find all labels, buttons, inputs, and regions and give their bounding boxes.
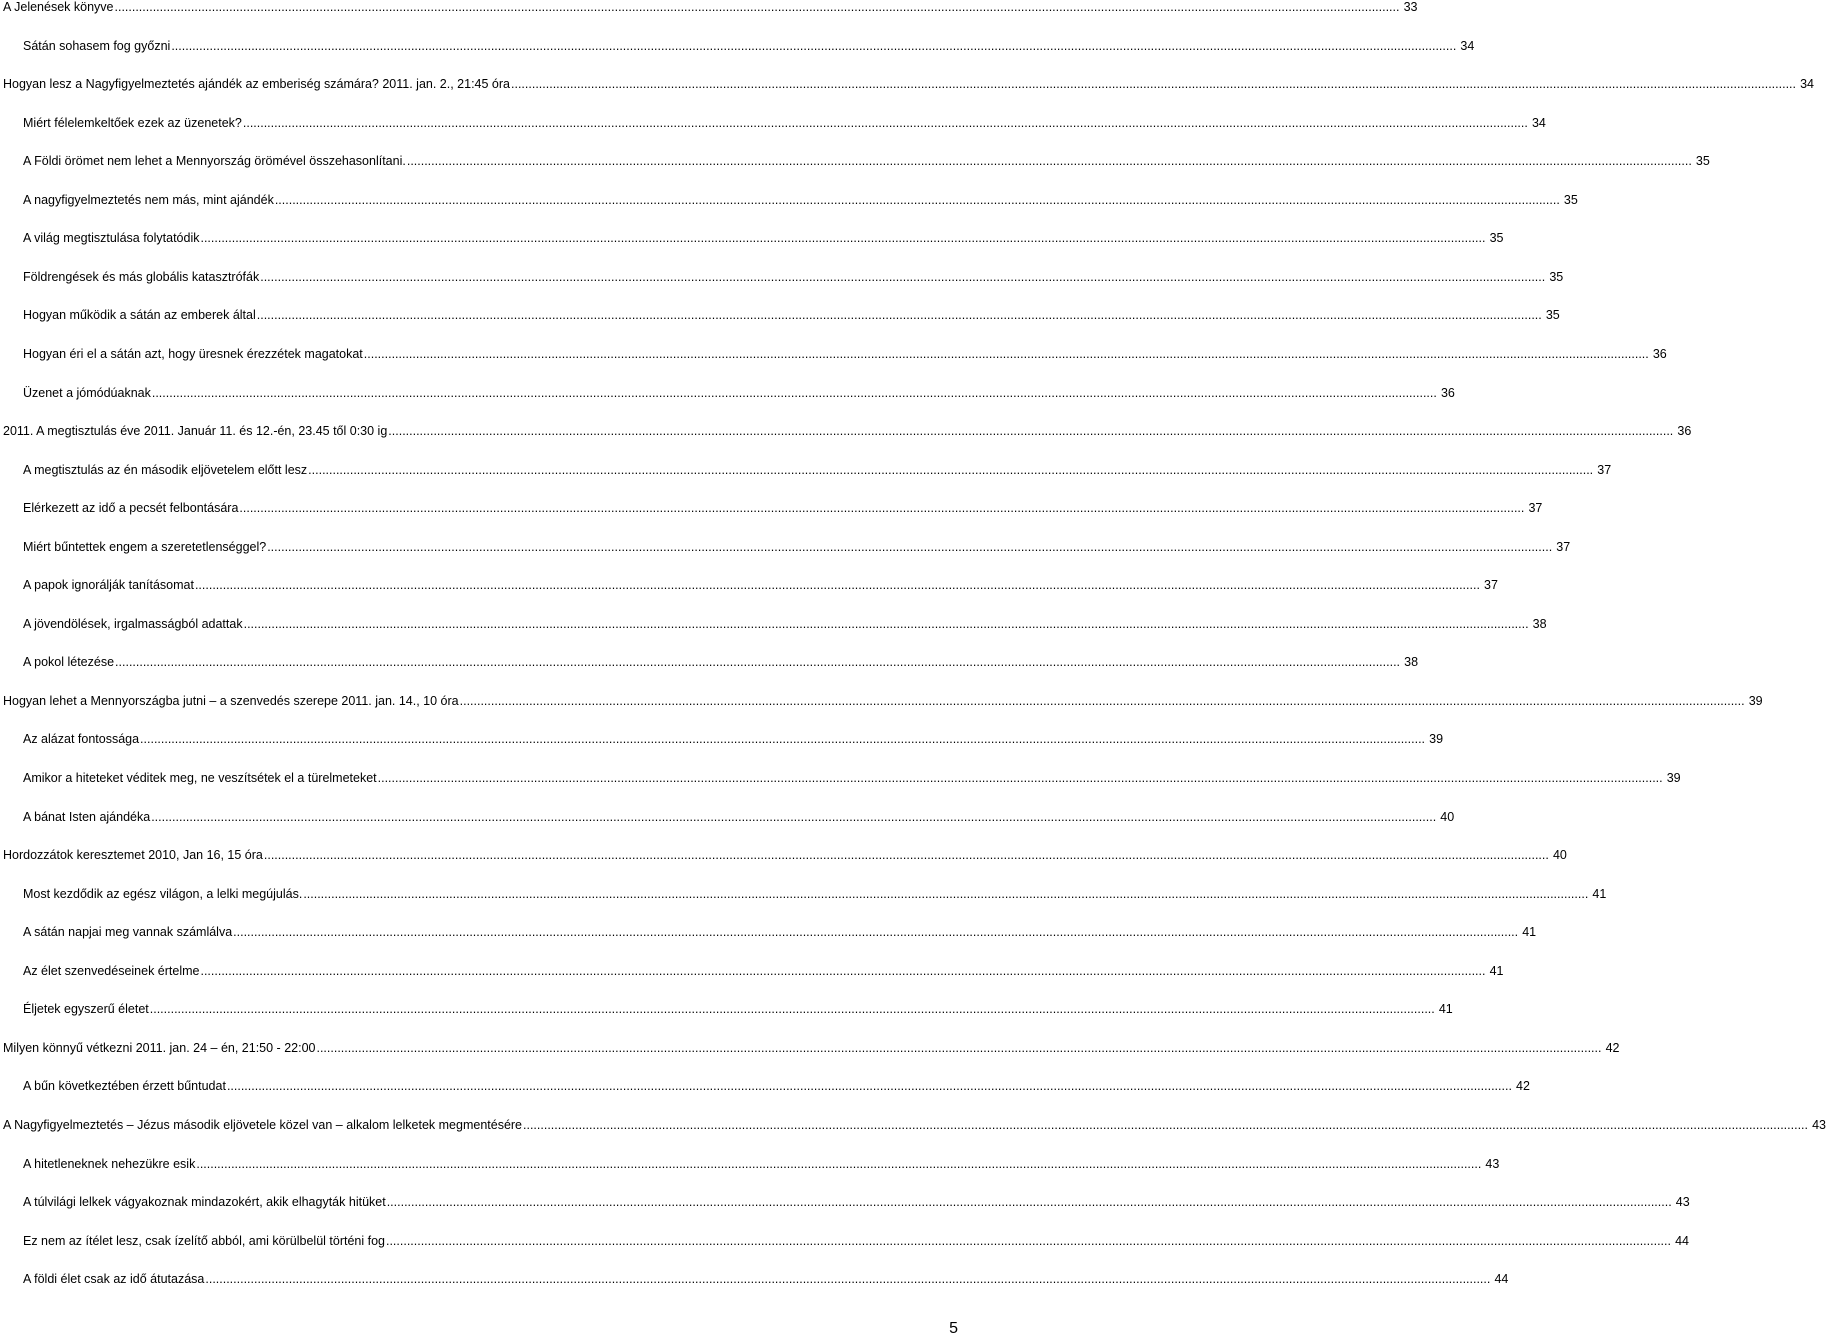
toc-entry-page: 43 [1485,1156,1500,1171]
toc-entry-page: 35 [1545,308,1560,323]
toc-entry-page: 41 [1592,886,1607,901]
dot-leader [200,228,1485,248]
toc-entry[interactable] [0,537,1571,557]
dot-leader [387,1192,1672,1212]
dot-leader [239,498,1524,518]
toc-entry-title: A jövendölések, irgalmasságból adattak [23,616,243,631]
page-number: 5 [949,1320,958,1337]
dot-leader [257,305,1542,325]
dot-leader [264,845,1549,865]
dot-leader [152,383,1437,403]
toc-entry-title: A nagyfigyelmeztetés nem más, mint ajándék [23,192,274,207]
toc-entry[interactable] [0,691,1763,711]
toc-entry-title: Ez nem az ítélet lesz, csak ízelítő abból, ami körülbelül történi fog [23,1233,385,1248]
dot-leader [388,421,1673,441]
toc-entry[interactable] [0,1192,1690,1212]
toc-entry-page: 34 [1460,38,1475,53]
toc-entry-title: Üzenet a jómódúaknak [23,385,151,400]
toc-entry-page: 36 [1440,385,1455,400]
toc-entry-page: 40 [1440,809,1455,824]
toc-entry[interactable] [0,768,1681,788]
toc-entry-page: 37 [1484,578,1498,593]
toc-entry-title: Elérkezett az idő a pecsét felbontására [23,501,239,516]
toc-entry[interactable] [0,1115,1826,1135]
toc-entry[interactable] [0,614,1547,634]
toc-entry-title: Az élet szenvedéseinek értelme [23,963,200,978]
dot-leader [378,768,1663,788]
dot-leader [233,922,1518,942]
toc-entry-title: Az alázat fontossága [23,732,140,747]
toc-entry-title: Hogyan lehet a Mennyországba jutni – a szenvedés szerepe 2011. jan. 14., 10 óra [3,693,459,708]
toc-entry-title: Most kezdődik az egész világon, a lelki megújulás. [23,886,303,901]
toc-entry-title: A Földi örömet nem lehet a Mennyország örömével összehasonlítani. [23,154,406,169]
toc-entry[interactable] [0,1038,1620,1058]
dot-leader [523,1115,1808,1135]
dot-leader [260,267,1545,287]
toc-entry-page: 38 [1532,616,1547,631]
dot-leader [200,961,1485,981]
toc-entry[interactable] [0,36,1475,56]
dot-leader [511,74,1796,94]
toc-entry-page: 35 [1549,269,1564,284]
toc-entry[interactable] [0,729,1444,749]
toc-entry[interactable] [0,383,1455,403]
toc-entry-title: Éljetek egyszerű életet [23,1002,149,1017]
toc-entry-page: 35 [1489,231,1504,246]
toc-entry-title: Amikor a hiteteket véditek meg, ne veszítsétek el a türelmeteket [23,771,377,785]
toc-entry-page: 42 [1605,1040,1620,1055]
toc-entry-title: A Nagyfigyelmeztetés – Jézus második eljövetele közel van – alkalom lelketek megmentésére [3,1117,523,1132]
dot-leader [115,652,1400,672]
toc-entry[interactable] [0,228,1504,248]
toc-entry-page: 34 [1531,115,1546,130]
toc-entry[interactable] [0,190,1578,210]
dot-leader [205,1269,1490,1289]
toc-entry-title: Hordozzátok keresztemet 2010, Jan 16, 15 óra [3,848,263,863]
toc-entry[interactable] [0,807,1455,827]
toc-entry-page: 41 [1489,963,1504,978]
toc-entry[interactable] [0,267,1564,287]
toc-entry[interactable] [0,344,1667,364]
dot-leader [303,884,1588,904]
toc-entry-title: A megtisztulás az én második eljövetelem előtt lesz [23,462,308,477]
toc-entry[interactable] [0,305,1560,325]
toc-entry[interactable] [0,1231,1689,1251]
dot-leader [140,729,1425,749]
toc-entry-page: 37 [1597,462,1612,477]
dot-leader [316,1038,1601,1058]
toc-entry-title: A pokol létezése [23,655,115,670]
toc-entry-title: Hogyan éri el a sátán azt, hogy üresnek érezzétek magatokat [23,346,363,361]
toc-entry-title: A hitetleneknek nehezükre esik [23,1156,196,1171]
toc-entry-page: 44 [1675,1233,1689,1248]
dot-leader [275,190,1560,210]
toc-entry-title: A bűn következtében érzett bűntudat [23,1079,226,1094]
toc-entry-title: A bánat Isten ajándéka [23,809,151,824]
dot-leader [243,113,1528,133]
toc-entry-title: A világ megtisztulása folytatódik [23,231,200,246]
toc-entry-page: 39 [1666,771,1681,785]
dot-leader [196,1154,1481,1174]
toc-entry-title: Miért bűntettek engem a szeretetlenséggel? [23,539,267,554]
dot-leader [308,460,1593,480]
dot-leader [227,1076,1512,1096]
toc-entry-title: A sátán napjai meg vannak számlálva [23,925,233,940]
toc-entry[interactable] [0,652,1419,672]
toc-entry[interactable] [0,1154,1500,1174]
toc-entry-title: Miért félelemkeltőek ezek az üzenetek? [23,115,242,130]
toc-entry[interactable] [0,74,1814,94]
toc-entry[interactable] [0,575,1498,595]
dot-leader [195,575,1480,595]
toc-entry-page: 36 [1677,424,1692,439]
toc-entry-title: Földrengések és más globális katasztrófák [23,269,260,284]
toc-entry-page: 42 [1516,1079,1530,1094]
dot-leader [115,0,1400,17]
toc-entry[interactable] [0,151,1710,171]
toc-entry[interactable] [0,0,1418,17]
dot-leader [407,151,1692,171]
dot-leader [150,999,1435,1019]
dot-leader [386,1231,1671,1251]
toc-entry-title: Hogyan működik a sátán az emberek által [23,308,256,323]
toc-entry[interactable] [0,498,1543,518]
toc-entry-page: 43 [1812,1117,1826,1132]
toc-entry[interactable] [0,1269,1509,1289]
toc-entry[interactable] [0,884,1607,904]
toc-entry-title: Milyen könnyű vétkezni 2011. jan. 24 – én, 21:50 - 22:00 [3,1040,316,1055]
toc-entry-page: 41 [1438,1002,1453,1017]
toc-entry[interactable] [0,845,1567,865]
toc-entry[interactable] [0,113,1546,133]
toc-entry-page: 35 [1695,154,1710,169]
toc-entry[interactable] [0,999,1453,1019]
toc-entry[interactable] [0,1076,1530,1096]
dot-leader [244,614,1529,634]
toc-entry-title: 2011. A megtisztulás éve 2011. Január 11. és 12.-én, 23.45 től 0:30 ig [3,424,388,439]
toc-entry-page: 38 [1404,655,1419,670]
toc-entry[interactable] [0,961,1504,981]
toc-entry-page: 39 [1748,693,1763,708]
toc-entry-page: 44 [1494,1272,1509,1287]
toc-entry[interactable] [0,421,1692,441]
toc-entry-title: Hogyan lesz a Nagyfigyelmeztetés ajándék az emberiség számára? 2011. jan. 2., 21:45 óra [3,77,511,92]
toc-entry-page: 36 [1652,346,1667,361]
toc-entry-page: 39 [1429,732,1444,747]
toc-entry-page: 40 [1552,848,1567,863]
toc-entry[interactable] [0,922,1537,942]
toc-entry[interactable] [0,460,1612,480]
toc-entry-title: A túlvilági lelkek vágyakoznak mindazokért, akik elhagyták hitüket [23,1195,386,1210]
toc-entry-page: 33 [1403,0,1418,14]
dot-leader [151,807,1436,827]
toc-entry-page: 37 [1556,539,1571,554]
toc-entry-page: 41 [1522,925,1537,940]
toc-entry-title: A földi élet csak az idő átutazása [23,1272,205,1287]
dot-leader [460,691,1745,711]
toc-entry-page: 35 [1563,192,1578,207]
toc-entry-title: A papok ignorálják tanításomat [23,578,194,593]
toc-entry-page: 34 [1800,77,1814,92]
toc-entry-title: Sátán sohasem fog győzni [23,38,171,53]
dot-leader [267,537,1552,557]
dot-leader [364,344,1649,364]
toc-entry-page: 43 [1675,1195,1690,1210]
toc-entry-page: 37 [1528,501,1543,516]
dot-leader [171,36,1456,56]
toc-entry-title: A Jelenések könyve [3,0,114,14]
